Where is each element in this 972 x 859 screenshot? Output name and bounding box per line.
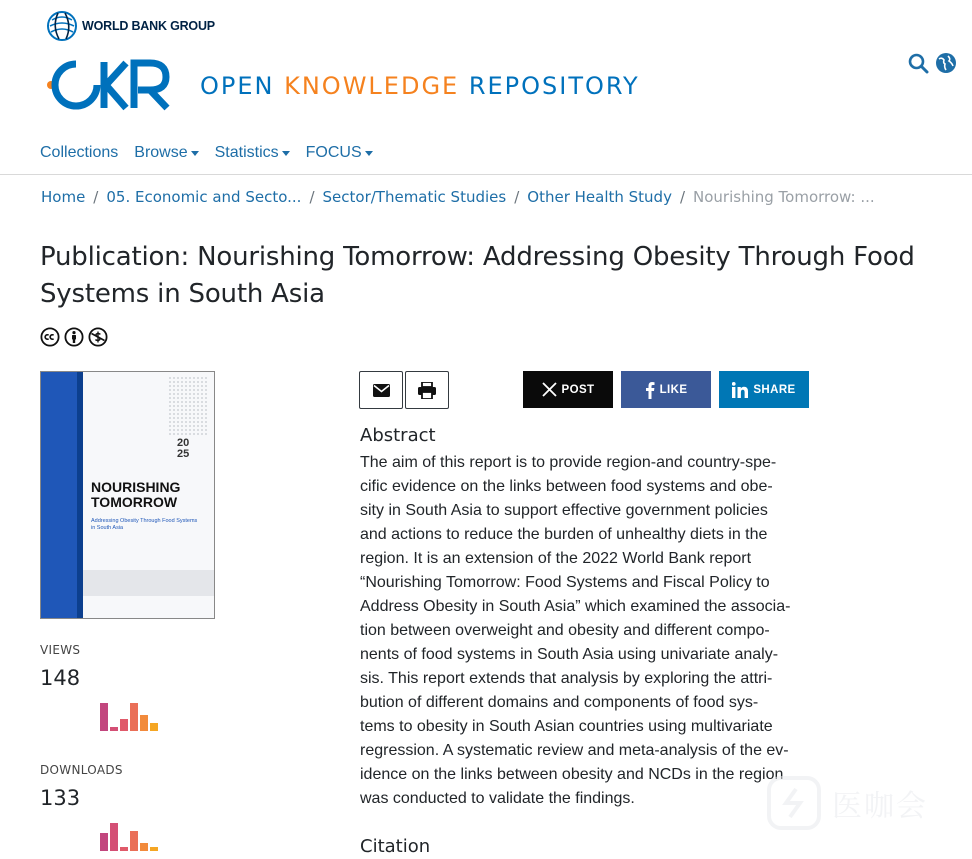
abstract-line: and actions to reduce the burden of unhealthy diets in the (360, 526, 768, 543)
license-icons[interactable] (40, 327, 108, 347)
page-title: Publication: Nourishing Tomorrow: Addressing Obesity Through Food Systems in South Asia (40, 242, 915, 309)
share-linkedin-label: SHARE (753, 383, 796, 396)
abstract-line: idence on the links between obesity and NCDs in the region (360, 766, 784, 783)
abstract-line: nents of food systems in South Asia using univariate analy- (360, 646, 779, 663)
share-x-label: POST (561, 383, 595, 396)
nav-statistics-label: Statistics (214, 144, 279, 161)
downloads-count: 133 (40, 786, 81, 810)
abstract-line: region. It is an extension of the 2022 World Bank report (360, 550, 752, 567)
share-x-button[interactable] (523, 371, 613, 408)
breadcrumb-sector-thematic[interactable]: Sector/Thematic Studies (322, 188, 507, 206)
views-label: VIEWS (40, 643, 81, 657)
abstract-text (360, 451, 815, 811)
facebook-icon (645, 381, 655, 399)
x-logo-icon (542, 382, 557, 397)
world-bank-globe-icon (46, 10, 78, 42)
nav-focus[interactable] (306, 144, 373, 162)
breadcrumb-home[interactable]: Home (41, 188, 86, 206)
nav-browse-label: Browse (134, 144, 188, 161)
okr-title-open: OPEN (200, 72, 285, 100)
watermark-text: 医咖会 (832, 789, 928, 824)
search-icon (908, 53, 929, 74)
header-divider (0, 174, 972, 175)
nav-statistics[interactable] (215, 144, 290, 162)
print-button[interactable] (405, 371, 449, 409)
abstract-heading: Abstract (360, 425, 436, 446)
watermark-logo-icon (766, 775, 822, 831)
abstract-line: sity in South Asia to support effective government policies (360, 502, 768, 519)
cover-year (177, 438, 189, 460)
cover-title-line1: NOURISHING (91, 479, 181, 495)
linkedin-icon (732, 382, 748, 398)
share-facebook-button[interactable] (621, 371, 711, 408)
breadcrumb-current: Nourishing Tomorrow: ... (693, 188, 875, 206)
abstract-line: tems to obesity in South Asian countries using multivariate (360, 718, 773, 735)
abstract-line: The aim of this report is to provide region-and country-spe- (360, 454, 777, 471)
abstract-line: tion between overweight and obesity and different compo- (360, 622, 770, 639)
caret-down-icon (365, 151, 373, 156)
downloads-label: DOWNLOADS (40, 763, 123, 777)
okr-title-repository: REPOSITORY (459, 72, 640, 100)
okr-title-knowledge: KNOWLEDGE (284, 72, 460, 100)
abstract-line: “Nourishing Tomorrow: Food Systems and Fiscal Policy to (360, 574, 770, 591)
caret-down-icon (282, 151, 290, 156)
citation-heading: Citation (360, 836, 431, 857)
watermark (766, 775, 928, 831)
breadcrumb-other-health[interactable]: Other Health Study (527, 188, 672, 206)
search-button[interactable] (907, 51, 929, 75)
cover-subtitle-line2: in South Asia (91, 525, 124, 531)
header-actions (907, 51, 957, 75)
nav-collections[interactable] (40, 144, 118, 162)
downloads-sparkline[interactable] (100, 819, 162, 853)
cover-year-bottom: 25 (177, 448, 190, 460)
world-bank-group-name: WORLD BANK GROUP (82, 19, 215, 33)
by-attribution-icon (64, 327, 84, 347)
cover-title (91, 480, 180, 510)
envelope-icon (373, 384, 390, 397)
okr-site-title (200, 72, 640, 100)
abstract-line: Address Obesity in South Asia” which examined the associa- (360, 598, 791, 615)
breadcrumb (41, 188, 875, 206)
nav-focus-label: FOCUS (305, 144, 362, 161)
main-nav (40, 144, 373, 162)
share-facebook-label: LIKE (659, 383, 688, 396)
breadcrumb-separator: / (93, 188, 99, 206)
share-linkedin-button[interactable] (719, 371, 809, 408)
breadcrumb-economic-sector[interactable]: 05. Economic and Secto... (106, 188, 302, 206)
nav-browse[interactable] (134, 144, 198, 162)
world-bank-group-logo[interactable] (46, 10, 215, 42)
nc-noncommercial-icon (88, 327, 108, 347)
abstract-line: regression. A systematic review and meta-analysis of the ev- (360, 742, 789, 759)
cover-subtitle (91, 518, 197, 532)
abstract-line: sis. This report extends that analysis by exploring the attri- (360, 670, 773, 687)
breadcrumb-separator: / (309, 188, 315, 206)
language-button[interactable] (935, 51, 957, 75)
cover-dot-pattern (168, 376, 208, 436)
cover-subtitle-line1: Addressing Obesity Through Food Systems (91, 518, 198, 524)
abstract-line: cific evidence on the links between food systems and obe- (360, 478, 773, 495)
caret-down-icon (191, 151, 199, 156)
cover-year-top: 20 (177, 437, 190, 449)
cc-icon (40, 327, 60, 347)
views-sparkline[interactable] (100, 699, 162, 733)
printer-icon (418, 382, 436, 399)
publication-cover-image[interactable] (40, 371, 215, 619)
views-count: 148 (40, 666, 81, 690)
cover-author-footer (83, 570, 215, 596)
cover-title-line2: TOMORROW (91, 494, 178, 510)
nav-collections-label: Collections (40, 144, 119, 161)
email-button[interactable] (359, 371, 403, 409)
abstract-line: bution of different domains and components of food sys- (360, 694, 759, 711)
breadcrumb-separator: / (679, 188, 686, 206)
okr-logo[interactable] (46, 58, 174, 118)
language-globe-icon (935, 52, 957, 74)
abstract-line: was conducted to validate the findings. (360, 790, 635, 807)
breadcrumb-separator: / (514, 188, 520, 206)
